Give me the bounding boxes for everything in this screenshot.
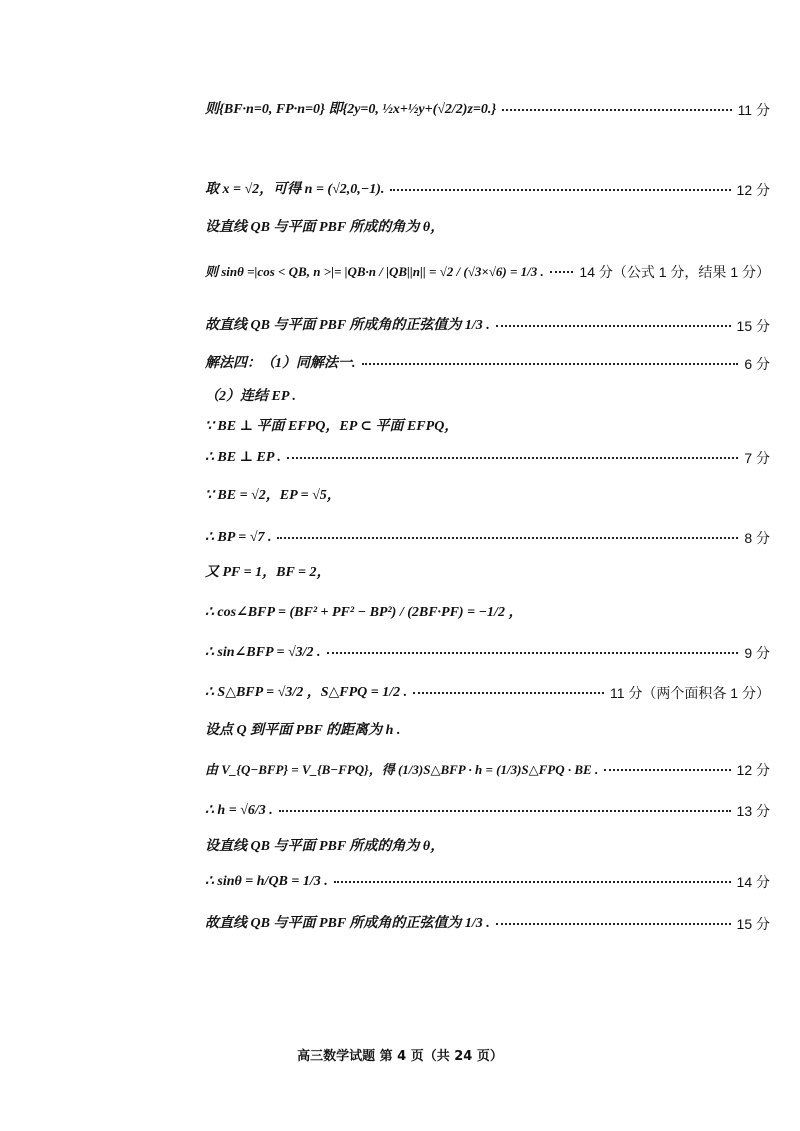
bp-value-text: ∴ BP = √7 .	[205, 530, 272, 545]
score-9: 9 分	[744, 645, 770, 661]
dot-leader	[277, 537, 738, 539]
score-8: 8 分	[744, 530, 770, 546]
dot-leader	[502, 109, 731, 111]
pf-bf-text: 又 PF = 1，BF = 2，	[205, 565, 331, 580]
set-angle-2-text: 设直线 QB 与平面 PBF 所成的角为 θ，	[205, 839, 445, 854]
line-areas	[205, 683, 770, 703]
line-method-four	[205, 354, 770, 374]
system-equations-expr: 则{BF·n=0, FP·n=0} 即{2y=0, ½x+½y+(√2/2)z=0.}	[205, 102, 497, 117]
line-distance-h	[205, 720, 770, 741]
dot-leader	[390, 189, 730, 191]
areas-text: ∴ S△BFP = √3/2 ，S△FPQ = 1/2 .	[205, 685, 408, 700]
line-pf-bf	[205, 562, 770, 583]
dot-leader	[334, 881, 731, 883]
line-volume-eq	[205, 760, 770, 780]
line-conclusion-1	[205, 316, 770, 336]
score-11-areas: 11 分（两个面积各 1 分）	[610, 685, 770, 701]
page-footer: 高三数学试题 第 4 页（共 24 页）	[297, 1049, 503, 1064]
dot-leader	[496, 325, 731, 327]
conclusion-1-text: 故直线 QB 与平面 PBF 所成角的正弦值为 1/3 .	[205, 318, 490, 333]
score-15-final: 15 分	[736, 916, 770, 932]
score-13: 13 分	[736, 803, 770, 819]
line-bp-value	[205, 528, 770, 548]
line-sin-bfp	[205, 643, 770, 663]
line-set-angle-2	[205, 836, 770, 857]
volume-eq-text: 由 V_{Q−BFP} = V_{B−FPQ}，得 (1/3)S△BFP · h = (1/3)S△FPQ · BE .	[205, 762, 599, 777]
line-be-perp	[205, 416, 770, 437]
score-14: 14 分	[736, 874, 770, 890]
set-angle-text: 设直线 QB 与平面 PBF 所成的角为 θ，	[205, 220, 445, 235]
dot-leader	[327, 652, 739, 654]
be-ep-values-text: ∵ BE = √2，EP = √5，	[205, 488, 341, 503]
distance-h-text: 设点 Q 到平面 PBF 的距离为 h .	[205, 723, 401, 738]
line-conclusion-2	[205, 914, 770, 934]
take-x-text: 取 x = √2，可得 n = (√2,0,−1).	[205, 182, 385, 197]
line-cos-bfp	[205, 602, 770, 623]
dot-leader	[604, 769, 730, 771]
cos-bfp-text: ∴ cos∠BFP = (BF² + PF² − BP²) / (2BF·PF) = −1/2 ，	[205, 605, 523, 620]
line-sin-formula	[205, 262, 770, 282]
h-value-text: ∴ h = √6/3 .	[205, 803, 273, 818]
line-be-perp-ep	[205, 448, 770, 468]
score-12-volume: 12 分	[736, 762, 770, 778]
score-12: 12 分	[736, 182, 770, 198]
line-set-angle	[205, 217, 770, 238]
score-7: 7 分	[744, 450, 770, 466]
be-perp-ep-text: ∴ BE ⊥ EP .	[205, 450, 281, 465]
line-sin-theta	[205, 872, 770, 892]
sin-formula-text: 则 sinθ =|cos < QB, n >|= |QB·n / |QB||n|| = √2 / (√3×√6) = 1/3 .	[205, 264, 544, 279]
line-be-ep-values	[205, 485, 770, 506]
score-6: 6 分	[744, 356, 770, 372]
dot-leader	[279, 810, 731, 812]
be-perp-text: ∵ BE ⊥ 平面 EFPQ，EP ⊂ 平面 EFPQ，	[205, 419, 459, 434]
sin-theta-text: ∴ sinθ = h/QB = 1/3 .	[205, 874, 328, 889]
dot-leader	[550, 271, 574, 273]
line-take-x	[205, 180, 770, 200]
score-11: 11 分	[737, 102, 770, 118]
dot-leader	[287, 457, 738, 459]
sin-bfp-text: ∴ sin∠BFP = √3/2 .	[205, 645, 321, 660]
method-four-text: 解法四：（1）同解法一.	[205, 356, 356, 371]
connect-ep-text: （2）连结 EP .	[205, 389, 296, 404]
dot-leader	[496, 923, 731, 925]
line-system-equations	[205, 100, 770, 120]
dot-leader	[362, 363, 739, 365]
conclusion-2-text: 故直线 QB 与平面 PBF 所成角的正弦值为 1/3 .	[205, 916, 490, 931]
dot-leader	[413, 692, 604, 694]
score-15: 15 分	[736, 318, 770, 334]
line-h-value	[205, 801, 770, 821]
score-14-formula: 14 分（公式 1 分，结果 1 分）	[579, 264, 770, 280]
line-connect-ep	[205, 386, 770, 407]
